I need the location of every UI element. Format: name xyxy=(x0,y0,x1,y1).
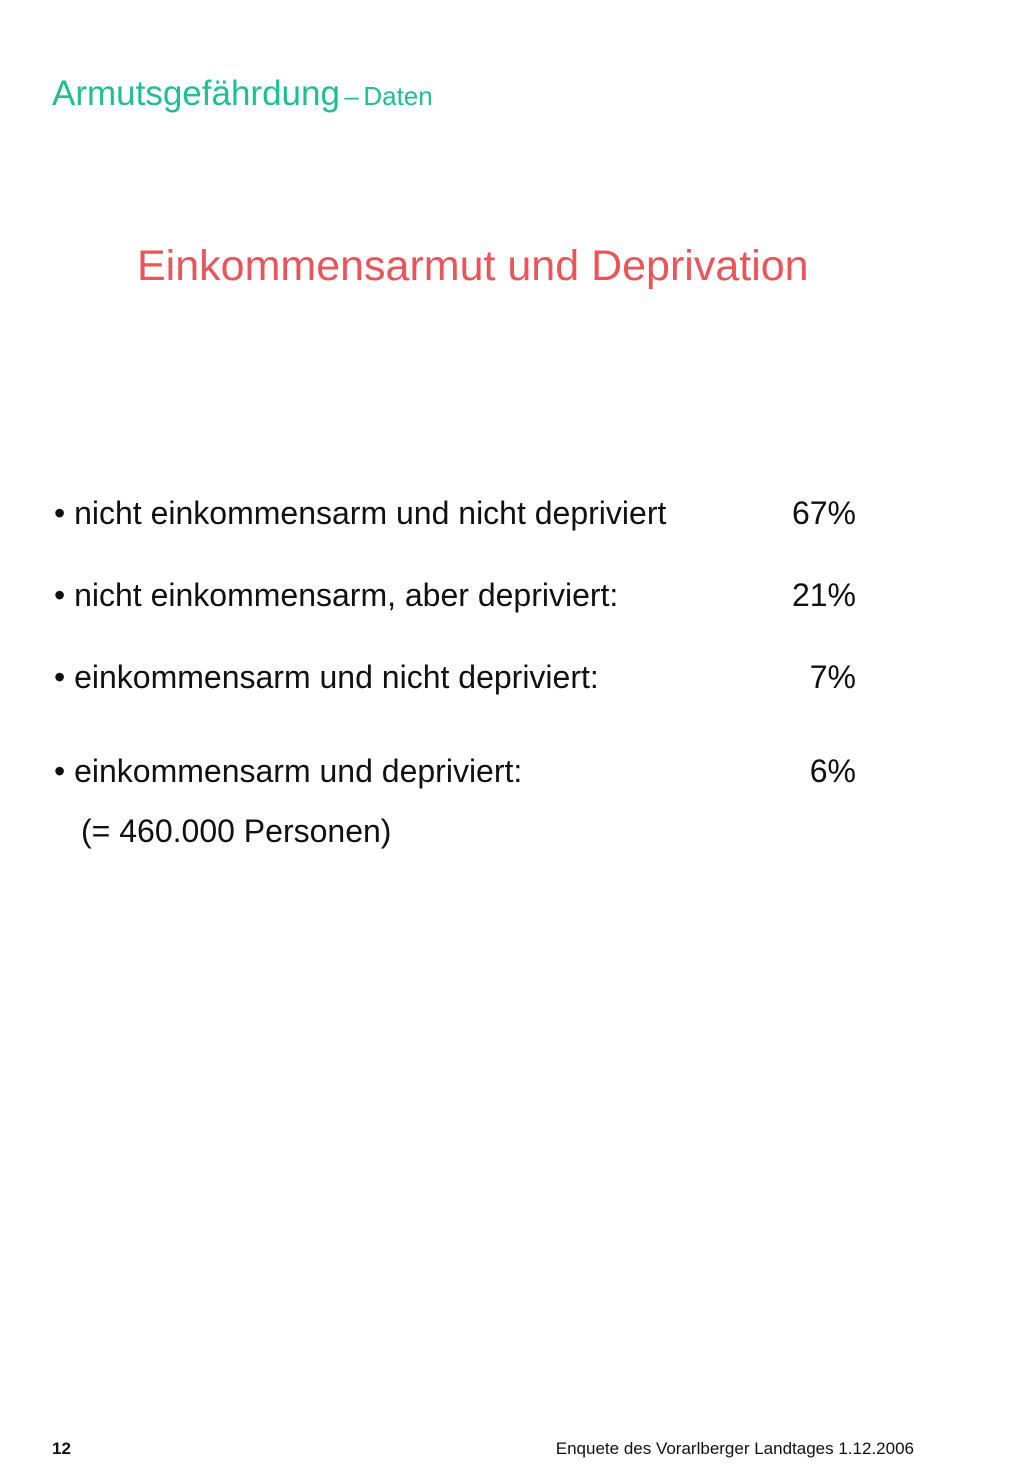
list-item-value: 6% xyxy=(809,753,856,789)
page-title: Einkommensarmut und Deprivation xyxy=(137,242,809,290)
list-item-value: 67% xyxy=(791,495,856,531)
list-item xyxy=(54,495,856,535)
list-item-value: 7% xyxy=(809,659,856,695)
list-item-label: • nicht einkommensarm, aber depriviert: xyxy=(54,577,619,613)
section-header-main: Armutsgefährdung xyxy=(52,74,340,113)
section-header xyxy=(52,74,433,114)
list-item xyxy=(54,577,856,617)
list-item-label: • nicht einkommensarm und nicht depriviert xyxy=(54,495,667,531)
list-item-label: • einkommensarm und depriviert: xyxy=(54,753,523,789)
section-header-sub: Daten xyxy=(363,81,433,111)
list-item-value: 21% xyxy=(791,577,856,613)
persons-note: (= 460.000 Personen) xyxy=(81,813,392,849)
section-header-separator: – xyxy=(344,81,359,111)
list-item xyxy=(54,753,856,793)
list-item xyxy=(54,659,856,699)
page-number: 12 xyxy=(52,1439,71,1458)
list-item-label: • einkommensarm und nicht depriviert: xyxy=(54,659,599,695)
footer-text: Enquete des Vorarlberger Landtages 1.12.2006 xyxy=(555,1439,914,1458)
